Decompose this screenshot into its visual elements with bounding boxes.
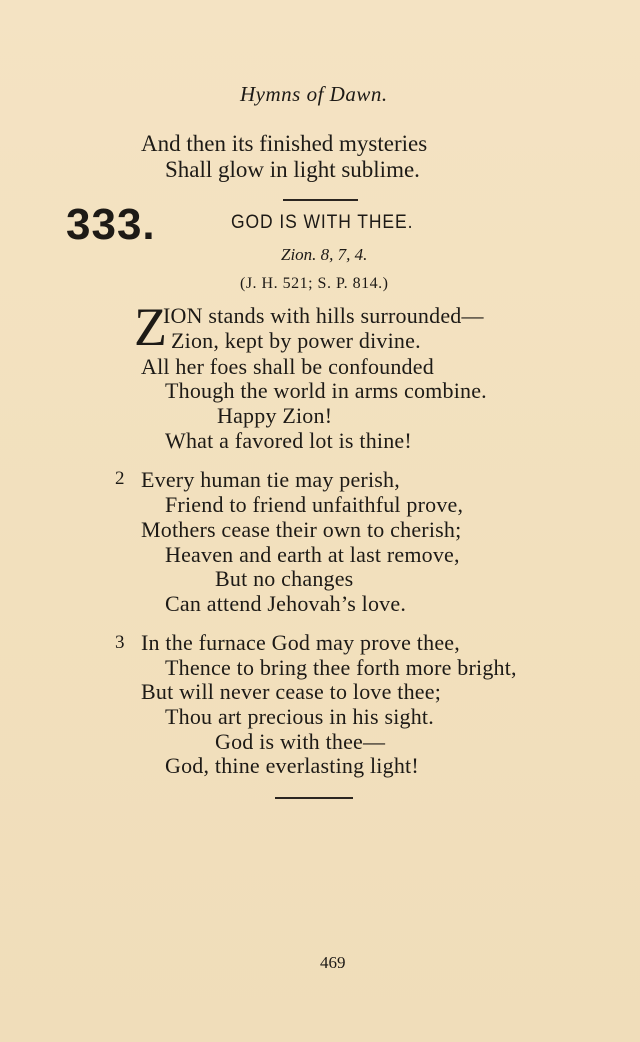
verse-3-line: But will never cease to love thee; (141, 679, 442, 704)
verse-3-line: Thou art precious in his sight. (165, 704, 434, 729)
verse-1-line: What a favored lot is thine! (165, 428, 412, 453)
verse-2-line: Heaven and earth at last remove, (165, 542, 460, 567)
verse-3-line: In the furnace God may prove thee, (141, 630, 460, 655)
verse-1-line: Though the world in arms combine. (165, 378, 487, 403)
hymn-title: GOD IS WITH THEE. (231, 212, 414, 233)
verse-1-line: Happy Zion! (217, 403, 333, 428)
scripture-reference: Zion. 8, 7, 4. (281, 245, 368, 264)
verse-3-line: Thence to bring thee forth more bright, (165, 655, 517, 680)
verse-2-line: But no changes (215, 566, 354, 591)
verse-3-line: God is with thee— (215, 729, 386, 754)
drop-cap: Z (134, 297, 167, 357)
hymn-number: 333. (66, 200, 156, 249)
verse-1-line: All her foes shall be confounded (141, 354, 434, 379)
verse-number: 3 (115, 632, 125, 653)
verse-2-line: Mothers cease their own to cherish; (141, 517, 462, 542)
page-number: 469 (320, 953, 346, 972)
previous-hymn-line: Shall glow in light sublime. (165, 157, 420, 182)
verse-1-line: ION stands with hills surrounded— (163, 303, 484, 328)
end-divider (275, 797, 353, 799)
section-divider (283, 199, 358, 201)
verse-number: 2 (115, 468, 125, 489)
verse-2-line: Can attend Jehovah’s love. (165, 591, 407, 616)
tune-reference: (J. H. 521; S. P. 814.) (240, 275, 389, 292)
verse-2-line: Every human tie may perish, (141, 467, 400, 492)
verse-3-line: God, thine everlasting light! (165, 753, 419, 778)
previous-hymn-line: And then its finished mysteries (141, 131, 428, 156)
verse-2-line: Friend to friend unfaithful prove, (165, 492, 464, 517)
running-head: Hymns of Dawn. (240, 82, 388, 106)
verse-1-line: Zion, kept by power divine. (171, 328, 421, 353)
